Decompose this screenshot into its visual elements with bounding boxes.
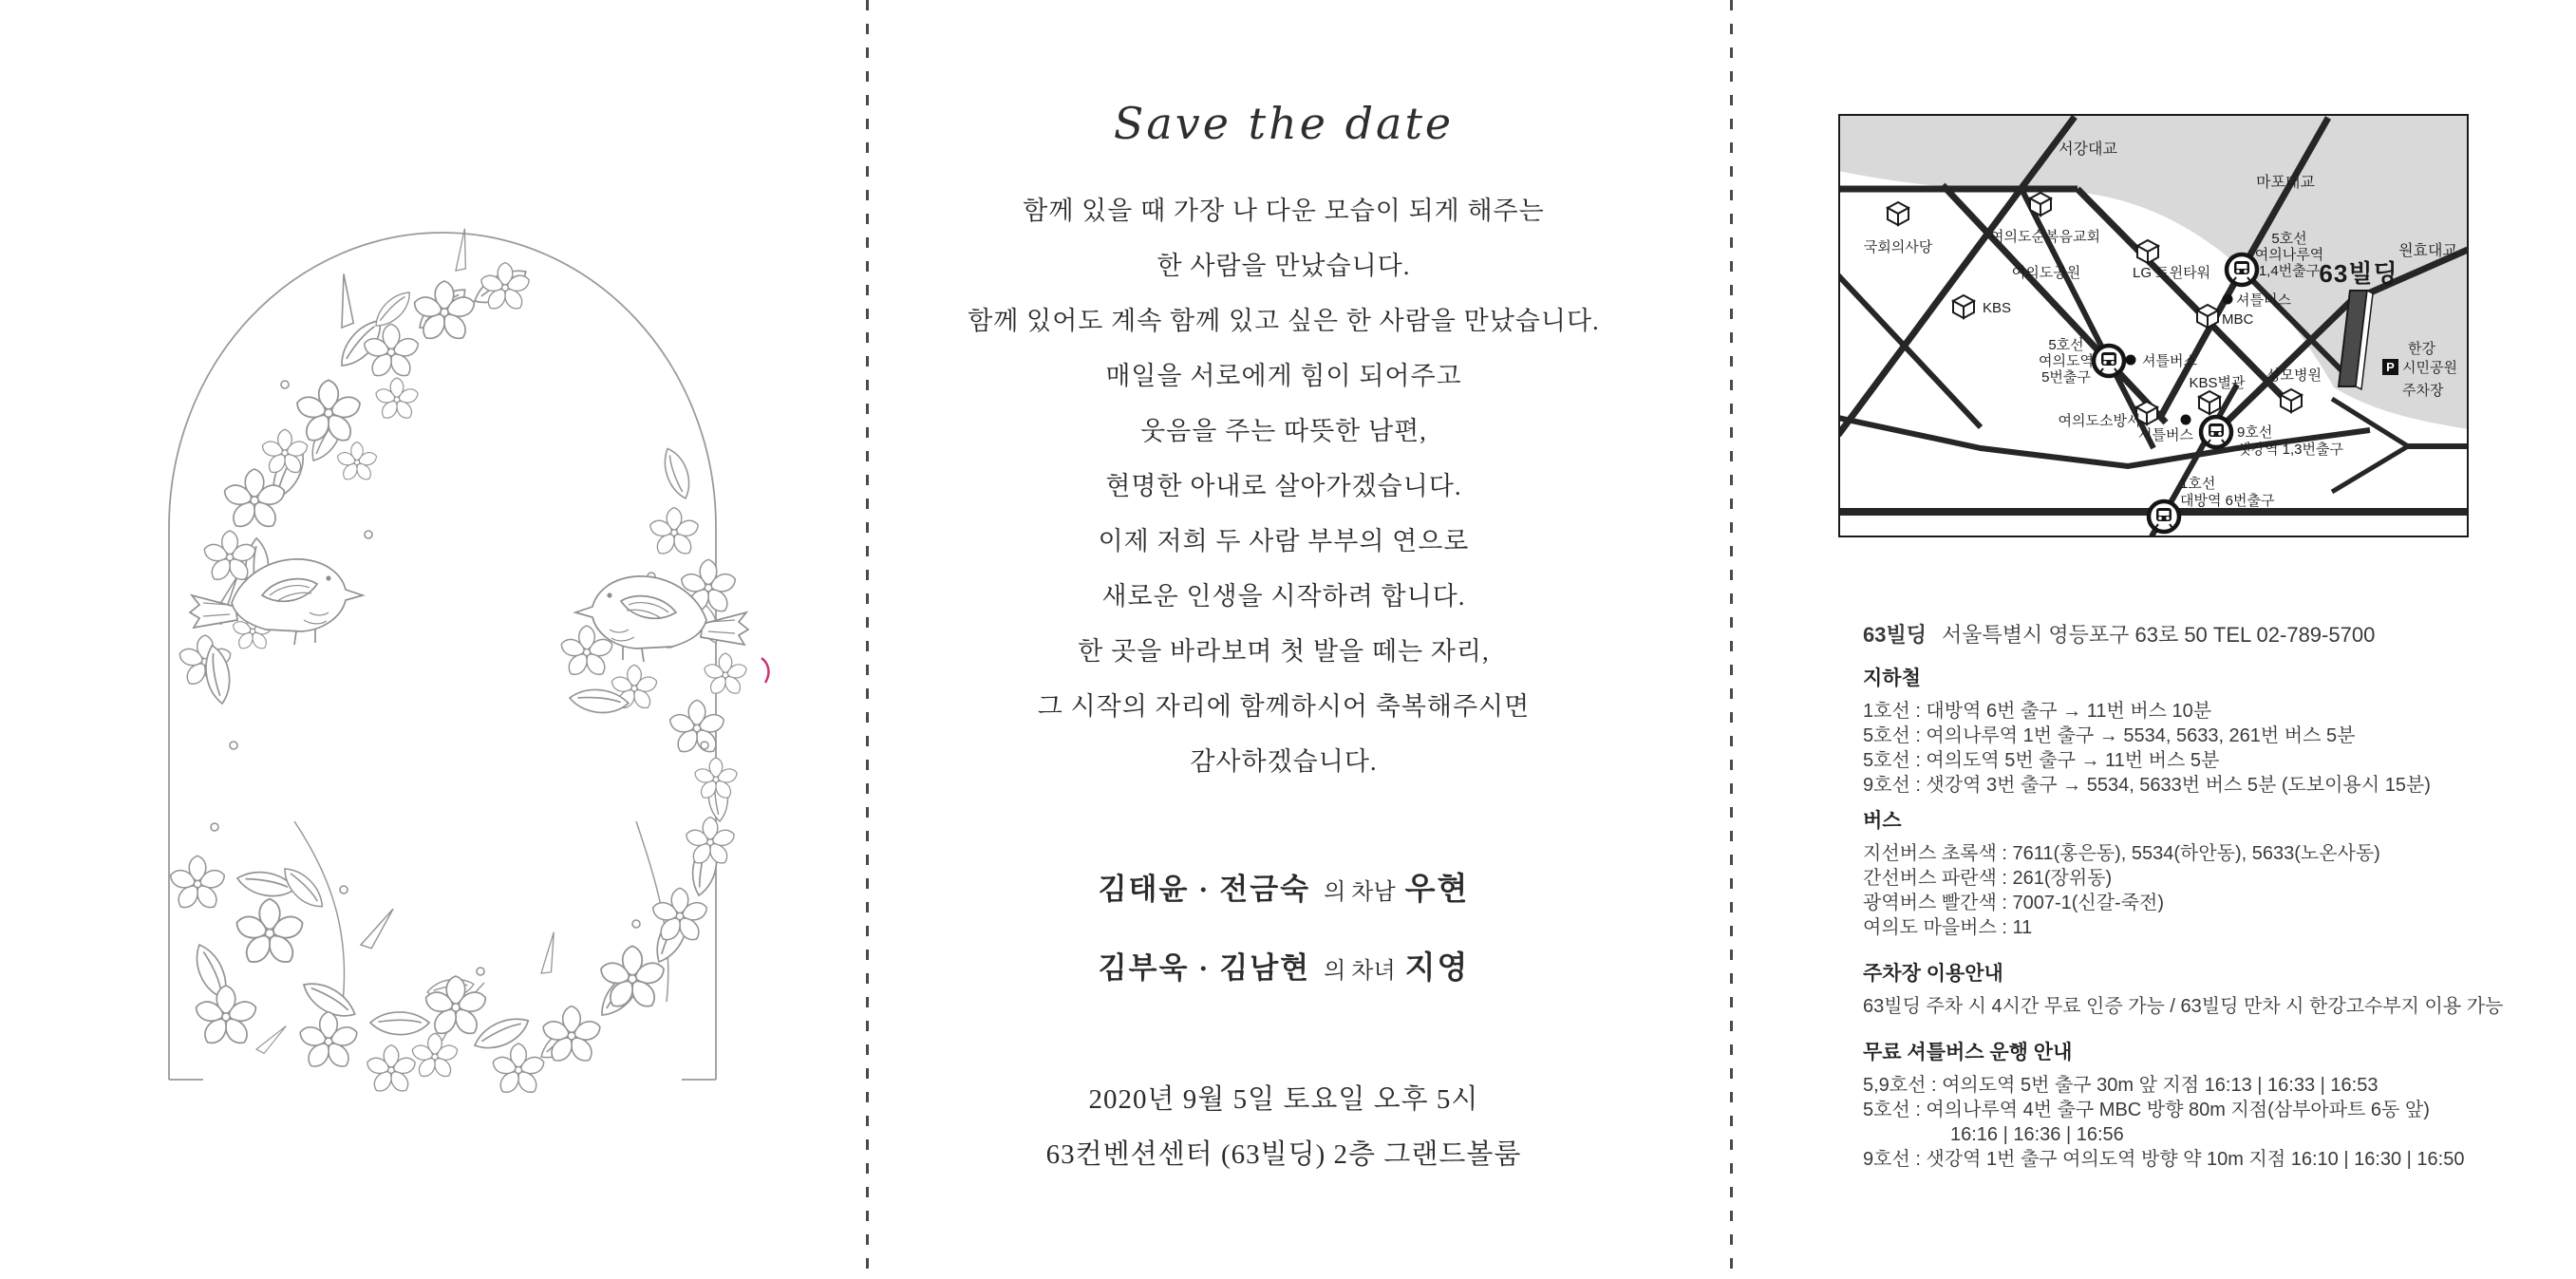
shuttle-line: 9호선 : 샛강역 1번 출구 여의도역 방향 약 10m 지점 16:10 | 16:30 | 16:50 [1863, 1149, 2465, 1170]
church-icon [2030, 193, 2051, 216]
bus-section-title: 버스 [1863, 810, 1902, 832]
venue-address-line [1863, 619, 2537, 649]
venue-address: 서울특별시 영등포구 63로 50 TEL 02-789-5700 [1941, 623, 2376, 647]
svg-text:P: P [2386, 360, 2395, 374]
bride-parents: 김부욱 · 김남현 [1098, 951, 1311, 985]
building-63-label: 63빌딩 [2319, 259, 2398, 288]
kbs-annex-icon [2199, 391, 2220, 414]
wedding-datetime: 2020년 9월 5일 토요일 오후 5시 [1088, 1084, 1479, 1115]
subway-section [1863, 667, 2537, 798]
papercut-illustration [142, 214, 769, 1106]
bride-relation: 의 차녀 [1324, 959, 1396, 984]
location-map [1838, 114, 2469, 537]
shuttle-section [1863, 1041, 2537, 1172]
groom-relation: 의 차남 [1324, 880, 1396, 905]
svg-text:5호선: 5호선 [2048, 337, 2084, 353]
shuttle-line: 5호선 : 여의나루역 4번 출구 MBC 방향 80m 지점(삼부아파트 6동 앞) [1863, 1100, 2430, 1120]
shuttle-stop-dot [2223, 294, 2233, 305]
mbc-icon [2197, 305, 2218, 328]
hospital-icon [2281, 389, 2302, 412]
subway-section-title: 지하철 [1863, 668, 1921, 689]
parking-icon [2382, 359, 2398, 375]
subway-line: 9호선 : 샛강역 3번 출구 → 5534, 5633번 버스 5분 (도보이용시 15분) [1863, 775, 2431, 796]
shuttle-section-title: 무료 셔틀버스 운행 안내 [1863, 1042, 2073, 1063]
fold-line-right [1730, 0, 1733, 1279]
bus-section [1863, 809, 2537, 940]
kbs-label: KBS [1983, 300, 2012, 316]
invitation-panel [849, 0, 1719, 1279]
message-line: 함께 있어도 계속 함께 있고 싶은 한 사람을 만났습니다. [968, 307, 1600, 335]
national-assembly-label: 국회의사당 [1863, 239, 1933, 255]
message-line: 한 사람을 만났습니다. [1156, 252, 1411, 280]
message-line: 새로운 인생을 시작하려 합니다. [1101, 582, 1466, 611]
svg-text:한강: 한강 [2408, 341, 2435, 357]
svg-text:1호선: 1호선 [2180, 476, 2216, 492]
message-line: 감사하겠습니다. [1190, 747, 1378, 776]
svg-text:5번출구: 5번출구 [2041, 369, 2091, 386]
floral-cluster-bottom [168, 742, 739, 1097]
subway-line: 5호선 : 여의나루역 1번 출구 → 5534, 5633, 261번 버스 5분 [1863, 725, 2356, 746]
svg-text:대방역 6번출구: 대방역 6번출구 [2180, 493, 2275, 509]
save-the-date-title: Save the date [1113, 98, 1455, 149]
svg-text:시민공원: 시민공원 [2402, 360, 2457, 376]
church-label: 여의도순복음교회 [1990, 229, 2100, 245]
svg-text:주차장: 주차장 [2402, 383, 2444, 399]
lg-twin-tower-icon [2137, 240, 2158, 263]
bride-name: 지영 [1404, 951, 1470, 986]
groom-name: 우현 [1404, 873, 1470, 907]
svg-text:여의나루역: 여의나루역 [2254, 247, 2324, 263]
svg-text:여의도역: 여의도역 [2039, 353, 2094, 369]
message-line: 매일을 서로에게 힘이 되어주고 [1105, 362, 1462, 390]
shuttle-label: 셔틀버스 [2142, 353, 2197, 369]
venue-name: 63빌딩 [1863, 623, 1927, 647]
message-line: 현명한 아내로 살아가겠습니다. [1105, 472, 1462, 500]
svg-text:9호선: 9호선 [2237, 424, 2273, 441]
shuttle-stop-dot [2181, 415, 2191, 425]
fire-station-label: 여의도소방서 [2058, 413, 2141, 429]
groom-family-line [849, 866, 1719, 913]
bus-line: 지선버스 초록색 : 7611(홍은동), 5534(하안동), 5633(노온사동) [1863, 843, 2380, 864]
message-line: 한 곳을 바라보며 첫 발을 떼는 자리, [1078, 637, 1490, 666]
shuttle-line-times: 16:16 | 16:36 | 16:56 [1950, 1124, 2124, 1145]
pink-accent-stroke [762, 658, 768, 683]
lg-label: LG 트윈타워 [2133, 265, 2211, 281]
yeouinaru-station-icon [2227, 254, 2257, 285]
park-label: 여의도공원 [2011, 265, 2081, 281]
bus-line: 광역버스 빨간색 : 7007-1(신갈-죽전) [1863, 893, 2165, 913]
wedding-venue: 63컨벤션센터 (63빌딩) 2층 그랜드볼룸 [1045, 1139, 1522, 1170]
shuttle-label: 셔틀버스 [2236, 292, 2291, 309]
groom-parents: 김태윤 · 전금숙 [1098, 873, 1311, 906]
svg-text:5호선: 5호선 [2271, 231, 2307, 247]
bus-line: 간선버스 파란색 : 261(장위동) [1863, 868, 2113, 889]
seogang-bridge-label: 서강대교 [2059, 141, 2117, 158]
mbc-label: MBC [2222, 311, 2254, 328]
kbs-annex-label: KBS별관 [2189, 375, 2246, 391]
message-line: 이제 저희 두 사람 부부의 연으로 [1098, 527, 1470, 555]
message-line: 그 시작의 자리에 함께하시어 축복해주시면 [1037, 692, 1531, 721]
shuttle-label: 셔틀버스 [2138, 427, 2193, 443]
message-line: 함께 있을 때 가장 나 다운 모습이 되게 해주는 [1023, 197, 1545, 225]
message-line: 웃음을 주는 따뜻한 남편, [1140, 417, 1427, 445]
floral-cluster-top [202, 229, 532, 749]
wonhyo-bridge-label: 원효대교 [2398, 243, 2457, 259]
bus-line: 여의도 마을버스 : 11 [1863, 917, 2033, 938]
yeouido-station-icon [2094, 346, 2124, 376]
subway-line: 5호선 : 여의도역 5번 출구 → 11번 버스 5분 [1863, 750, 2220, 771]
kbs-icon [1953, 295, 1974, 318]
hospital-label: 성모병원 [2266, 367, 2322, 384]
national-assembly-icon [1888, 202, 1908, 225]
daebang-station-icon [2149, 501, 2179, 532]
parking-section-title: 주차장 이용안내 [1863, 963, 2003, 985]
parking-section [1863, 962, 2537, 1019]
subway-line: 1호선 : 대방역 6번 출구 → 11번 버스 10분 [1863, 701, 2212, 722]
mapo-bridge-label: 마포대교 [2256, 175, 2315, 191]
svg-text:샛강역 1,3번출구: 샛강역 1,3번출구 [2237, 442, 2343, 458]
shuttle-stop-dot [2126, 355, 2136, 366]
saetgang-station-icon [2201, 417, 2231, 447]
bride-family-line [849, 945, 1719, 992]
invitation-message [849, 183, 1719, 789]
shuttle-line: 5,9호선 : 여의도역 5번 출구 30m 앞 지점 16:13 | 16:33 | 16:53 [1863, 1075, 2379, 1096]
svg-text:1,4번출구: 1,4번출구 [2258, 263, 2321, 279]
parking-line: 63빌딩 주차 시 4시간 무료 인증 가능 / 63빌딩 만차 시 한강고수부지 이용 가능 [1863, 996, 2504, 1017]
